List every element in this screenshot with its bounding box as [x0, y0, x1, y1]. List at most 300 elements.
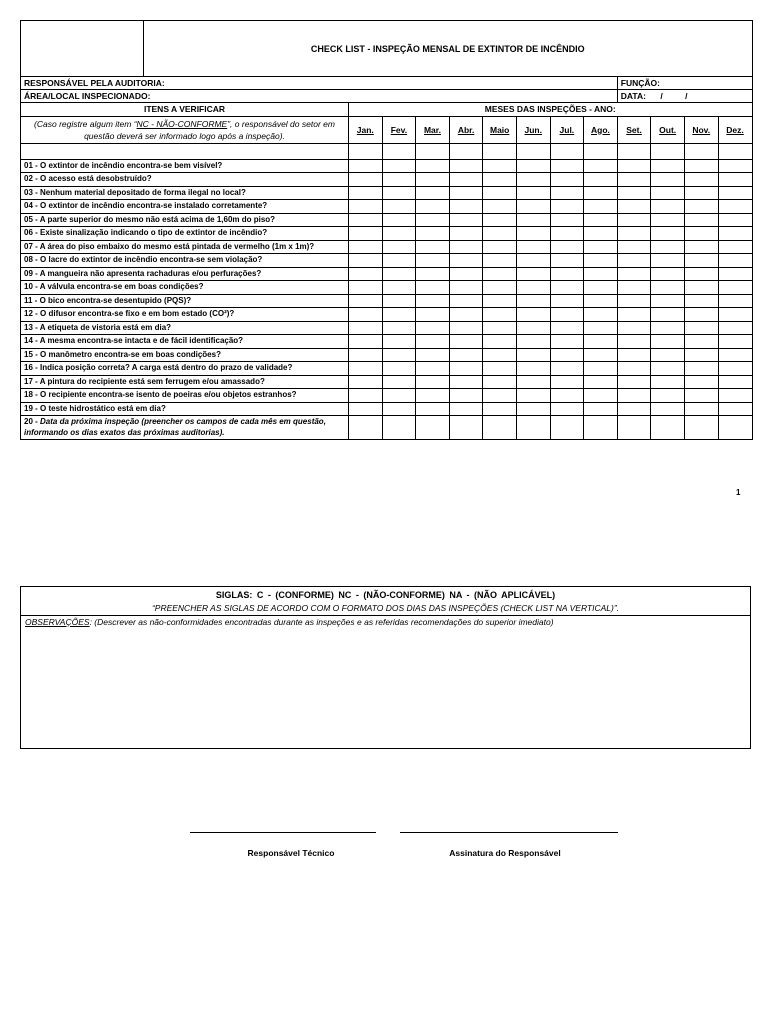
- month-mark-cell[interactable]: [617, 348, 651, 362]
- month-mark-cell[interactable]: [416, 254, 450, 268]
- month-mark-cell[interactable]: [550, 294, 584, 308]
- month-mark-cell[interactable]: [550, 254, 584, 268]
- month-mark-cell[interactable]: [684, 173, 718, 187]
- month-mark-cell[interactable]: [382, 362, 416, 376]
- month-mark-cell[interactable]: [349, 402, 383, 416]
- month-mark-cell[interactable]: [449, 416, 483, 440]
- month-mark-cell[interactable]: [617, 389, 651, 403]
- date-separator: /: [660, 91, 663, 102]
- month-mark-cell[interactable]: [550, 159, 584, 173]
- month-mark-cell[interactable]: [550, 186, 584, 200]
- checklist-item: [21, 186, 349, 200]
- month-mark-cell[interactable]: [718, 416, 752, 440]
- month-mark-cell[interactable]: [584, 267, 618, 281]
- month-mark-cell[interactable]: [550, 213, 584, 227]
- month-mark-cell[interactable]: [382, 416, 416, 440]
- month-mark-cell[interactable]: [684, 321, 718, 335]
- month-mark-cell[interactable]: [684, 267, 718, 281]
- month-mark-cell[interactable]: [349, 227, 383, 241]
- item-question: A pintura do recipiente está sem ferrugem e/ou amassado?: [39, 376, 265, 386]
- blank-cell: [617, 143, 651, 159]
- month-mark-cell[interactable]: [483, 402, 517, 416]
- blank-cell: [382, 143, 416, 159]
- month-mark-cell[interactable]: [449, 362, 483, 376]
- checklist-item-row: [21, 389, 753, 403]
- month-mark-cell[interactable]: [382, 375, 416, 389]
- month-mark-cell[interactable]: [449, 186, 483, 200]
- month-mark-cell[interactable]: [516, 173, 550, 187]
- month-mark-cell[interactable]: [651, 173, 685, 187]
- month-mark-cell[interactable]: [584, 308, 618, 322]
- observacoes-field[interactable]: [25, 617, 554, 627]
- month-mark-cell[interactable]: [416, 227, 450, 241]
- month-mark-cell[interactable]: [718, 159, 752, 173]
- page-number: 1: [736, 488, 741, 497]
- checklist-item-row: [21, 375, 753, 389]
- month-mark-cell[interactable]: [651, 200, 685, 214]
- month-mark-cell[interactable]: [516, 375, 550, 389]
- month-mark-cell[interactable]: [449, 200, 483, 214]
- month-mark-cell[interactable]: [416, 213, 450, 227]
- month-mark-cell[interactable]: [483, 294, 517, 308]
- month-mark-cell[interactable]: [718, 375, 752, 389]
- month-mark-cell[interactable]: [617, 254, 651, 268]
- month-mark-cell[interactable]: [718, 362, 752, 376]
- month-mark-cell[interactable]: [684, 281, 718, 295]
- month-mark-cell[interactable]: [684, 159, 718, 173]
- month-mark-cell[interactable]: [382, 200, 416, 214]
- blank-cell: [483, 143, 517, 159]
- month-mark-cell[interactable]: [349, 281, 383, 295]
- month-mark-cell[interactable]: [550, 281, 584, 295]
- signature-line-right[interactable]: [400, 832, 618, 833]
- month-mark-cell[interactable]: [416, 200, 450, 214]
- month-mark-cell[interactable]: [349, 186, 383, 200]
- month-mark-cell[interactable]: [416, 416, 450, 440]
- responsavel-field[interactable]: RESPONSÁVEL PELA AUDITORIA:: [21, 77, 618, 90]
- month-mark-cell[interactable]: [516, 227, 550, 241]
- month-mark-cell[interactable]: [617, 281, 651, 295]
- month-mark-cell[interactable]: [483, 321, 517, 335]
- month-mark-cell[interactable]: [584, 335, 618, 349]
- month-mark-cell[interactable]: [349, 200, 383, 214]
- month-mark-cell[interactable]: [483, 240, 517, 254]
- month-mark-cell[interactable]: [684, 200, 718, 214]
- item-number: 14 -: [24, 336, 38, 346]
- month-mark-cell[interactable]: [449, 240, 483, 254]
- month-mark-cell[interactable]: [382, 227, 416, 241]
- month-mark-cell[interactable]: [651, 308, 685, 322]
- checklist-item: [21, 335, 349, 349]
- month-mark-cell[interactable]: [516, 254, 550, 268]
- month-mark-cell[interactable]: [651, 240, 685, 254]
- month-mark-cell[interactable]: [684, 186, 718, 200]
- month-mark-cell[interactable]: [684, 227, 718, 241]
- month-mark-cell[interactable]: [550, 362, 584, 376]
- month-mark-cell[interactable]: [382, 254, 416, 268]
- month-mark-cell[interactable]: [382, 402, 416, 416]
- month-mark-cell[interactable]: [718, 254, 752, 268]
- checklist-item: [21, 227, 349, 241]
- month-mark-cell[interactable]: [617, 186, 651, 200]
- item-number: 17 -: [24, 376, 38, 386]
- item-question: O extintor de incêndio encontra-se instalado corretamente?: [40, 201, 268, 211]
- month-mark-cell[interactable]: [516, 308, 550, 322]
- month-mark-cell[interactable]: [449, 294, 483, 308]
- month-mark-cell[interactable]: [516, 267, 550, 281]
- month-mark-cell[interactable]: [416, 159, 450, 173]
- checklist-item-row: [21, 186, 753, 200]
- checklist-item-row: [21, 281, 753, 295]
- month-mark-cell[interactable]: [718, 227, 752, 241]
- month-mark-cell[interactable]: [684, 213, 718, 227]
- item-question: O teste hidrostático está em dia?: [40, 403, 166, 413]
- month-mark-cell[interactable]: [651, 281, 685, 295]
- month-mark-cell[interactable]: [718, 186, 752, 200]
- month-mark-cell[interactable]: [483, 416, 517, 440]
- month-mark-cell[interactable]: [483, 281, 517, 295]
- month-mark-cell[interactable]: [483, 375, 517, 389]
- month-mark-cell[interactable]: [550, 402, 584, 416]
- month-mark-cell[interactable]: [617, 375, 651, 389]
- month-mark-cell[interactable]: [684, 348, 718, 362]
- item-question: Indica posição correta? A carga está dentro do prazo de validade?: [40, 363, 293, 373]
- month-mark-cell[interactable]: [584, 213, 618, 227]
- month-mark-cell[interactable]: [684, 308, 718, 322]
- month-mark-cell[interactable]: [516, 402, 550, 416]
- month-mark-cell[interactable]: [584, 402, 618, 416]
- month-mark-cell[interactable]: [617, 227, 651, 241]
- data-field[interactable]: [617, 90, 752, 103]
- month-mark-cell[interactable]: [349, 173, 383, 187]
- month-mark-cell[interactable]: [617, 173, 651, 187]
- month-mark-cell[interactable]: [718, 402, 752, 416]
- month-mark-cell[interactable]: [651, 213, 685, 227]
- month-mark-cell[interactable]: [416, 389, 450, 403]
- blank-cell: [684, 143, 718, 159]
- checklist-item: [21, 362, 349, 376]
- item-question: O lacre do extintor de incêndio encontra-se sem violação?: [40, 255, 263, 265]
- month-mark-cell[interactable]: [617, 321, 651, 335]
- item-question: O manômetro encontra-se em boas condições?: [40, 349, 221, 359]
- month-mark-cell[interactable]: [382, 308, 416, 322]
- month-mark-cell[interactable]: [584, 227, 618, 241]
- month-mark-cell[interactable]: [416, 240, 450, 254]
- month-mark-cell[interactable]: [651, 335, 685, 349]
- month-mark-cell[interactable]: [684, 389, 718, 403]
- item-number: 13 -: [24, 322, 38, 332]
- month-mark-cell[interactable]: [651, 267, 685, 281]
- checklist-item: [21, 281, 349, 295]
- month-mark-cell[interactable]: [550, 240, 584, 254]
- month-mark-cell[interactable]: [516, 240, 550, 254]
- item-number: 18 -: [24, 390, 38, 400]
- month-mark-cell[interactable]: [416, 281, 450, 295]
- month-mark-cell[interactable]: [516, 294, 550, 308]
- checklist-item: [21, 348, 349, 362]
- checklist-item-row: [21, 362, 753, 376]
- month-mark-cell[interactable]: [483, 200, 517, 214]
- month-mark-cell[interactable]: [382, 389, 416, 403]
- month-mark-cell[interactable]: [617, 213, 651, 227]
- month-mark-cell[interactable]: [382, 186, 416, 200]
- month-mark-cell[interactable]: [550, 335, 584, 349]
- month-mark-cell[interactable]: [617, 294, 651, 308]
- month-mark-cell[interactable]: [483, 213, 517, 227]
- month-mark-cell[interactable]: [416, 348, 450, 362]
- month-mark-cell[interactable]: [349, 294, 383, 308]
- month-mark-cell[interactable]: [349, 213, 383, 227]
- blank-cell: [349, 143, 383, 159]
- month-mark-cell[interactable]: [584, 240, 618, 254]
- month-mark-cell[interactable]: [449, 402, 483, 416]
- checklist-item: [21, 267, 349, 281]
- month-mark-cell[interactable]: [684, 416, 718, 440]
- month-mark-cell[interactable]: [584, 389, 618, 403]
- month-mark-cell[interactable]: [483, 186, 517, 200]
- checklist-item: [21, 321, 349, 335]
- month-mark-cell[interactable]: [483, 348, 517, 362]
- month-mark-cell[interactable]: [584, 348, 618, 362]
- month-mark-cell[interactable]: [449, 267, 483, 281]
- month-mark-cell[interactable]: [483, 173, 517, 187]
- month-mark-cell[interactable]: [718, 348, 752, 362]
- month-mark-cell[interactable]: [550, 321, 584, 335]
- month-mark-cell[interactable]: [349, 335, 383, 349]
- checklist-item-row: [21, 308, 753, 322]
- month-mark-cell[interactable]: [651, 186, 685, 200]
- month-mark-cell[interactable]: [516, 335, 550, 349]
- item-number: 06 -: [24, 228, 38, 238]
- month-mark-cell[interactable]: [483, 389, 517, 403]
- month-mark-cell[interactable]: [684, 375, 718, 389]
- month-mark-cell[interactable]: [617, 335, 651, 349]
- month-mark-cell[interactable]: [382, 267, 416, 281]
- month-mark-cell[interactable]: [584, 254, 618, 268]
- month-mark-cell[interactable]: [651, 389, 685, 403]
- month-mark-cell[interactable]: [449, 321, 483, 335]
- month-mark-cell[interactable]: [449, 389, 483, 403]
- month-mark-cell[interactable]: [416, 267, 450, 281]
- date-separator: /: [685, 91, 688, 102]
- month-mark-cell[interactable]: [718, 281, 752, 295]
- area-field[interactable]: ÁREA/LOCAL INSPECIONADO:: [21, 90, 618, 103]
- month-mark-cell[interactable]: [584, 294, 618, 308]
- month-mark-cell[interactable]: [516, 348, 550, 362]
- month-mark-cell[interactable]: [382, 213, 416, 227]
- month-mark-cell[interactable]: [349, 375, 383, 389]
- month-mark-cell[interactable]: [651, 159, 685, 173]
- month-mark-cell[interactable]: [617, 416, 651, 440]
- month-mark-cell[interactable]: [584, 321, 618, 335]
- month-mark-cell[interactable]: [516, 389, 550, 403]
- month-mark-cell[interactable]: [617, 200, 651, 214]
- month-mark-cell[interactable]: [382, 335, 416, 349]
- month-mark-cell[interactable]: [718, 335, 752, 349]
- month-mark-cell[interactable]: [449, 227, 483, 241]
- month-mark-cell[interactable]: [550, 173, 584, 187]
- month-mark-cell[interactable]: [382, 321, 416, 335]
- observacoes-text: : (Descrever as não-conformidades encontradas durante as inspeções e as referidas recomendações do superior imediato): [89, 617, 554, 627]
- month-mark-cell[interactable]: [684, 362, 718, 376]
- month-mark-cell[interactable]: [617, 402, 651, 416]
- month-mark-cell[interactable]: [550, 308, 584, 322]
- month-mark-cell[interactable]: [550, 200, 584, 214]
- month-mark-cell[interactable]: [449, 254, 483, 268]
- month-mark-cell[interactable]: [651, 375, 685, 389]
- funcao-field[interactable]: FUNÇÃO:: [617, 77, 752, 90]
- month-mark-cell[interactable]: [382, 173, 416, 187]
- month-mark-cell[interactable]: [483, 159, 517, 173]
- month-mark-cell[interactable]: [550, 416, 584, 440]
- month-mark-cell[interactable]: [651, 321, 685, 335]
- month-mark-cell[interactable]: [382, 240, 416, 254]
- month-mark-cell[interactable]: [550, 267, 584, 281]
- item-number: 04 -: [24, 201, 38, 211]
- month-mark-cell[interactable]: [617, 362, 651, 376]
- month-mark-cell[interactable]: [449, 348, 483, 362]
- month-mark-cell[interactable]: [684, 335, 718, 349]
- month-mark-cell[interactable]: [718, 240, 752, 254]
- month-mark-cell[interactable]: [584, 281, 618, 295]
- month-mark-cell[interactable]: [416, 362, 450, 376]
- item-question: Data da próxima inspeção (preencher os campos de cada mês em questão, informando os dias exatos das próximas auditorias).: [24, 417, 326, 437]
- month-mark-cell[interactable]: [584, 416, 618, 440]
- signature-line-left[interactable]: [190, 832, 376, 833]
- month-mark-cell[interactable]: [516, 159, 550, 173]
- month-mark-cell[interactable]: [584, 200, 618, 214]
- month-mark-cell[interactable]: [684, 240, 718, 254]
- month-mark-cell[interactable]: [718, 321, 752, 335]
- month-mark-cell[interactable]: [416, 335, 450, 349]
- month-mark-cell[interactable]: [516, 321, 550, 335]
- month-mark-cell[interactable]: [349, 416, 383, 440]
- month-mark-cell[interactable]: [516, 200, 550, 214]
- month-mark-cell[interactable]: [449, 173, 483, 187]
- month-header: Set.: [617, 116, 651, 143]
- month-mark-cell[interactable]: [718, 173, 752, 187]
- month-mark-cell[interactable]: [483, 227, 517, 241]
- month-mark-cell[interactable]: [617, 267, 651, 281]
- month-mark-cell[interactable]: [349, 362, 383, 376]
- month-mark-cell[interactable]: [416, 186, 450, 200]
- month-mark-cell[interactable]: [449, 375, 483, 389]
- month-mark-cell[interactable]: [449, 308, 483, 322]
- month-mark-cell[interactable]: [550, 348, 584, 362]
- month-mark-cell[interactable]: [516, 281, 550, 295]
- month-mark-cell[interactable]: [516, 416, 550, 440]
- month-mark-cell[interactable]: [416, 308, 450, 322]
- month-mark-cell[interactable]: [718, 294, 752, 308]
- month-mark-cell[interactable]: [416, 375, 450, 389]
- month-mark-cell[interactable]: [651, 348, 685, 362]
- checklist-item: [21, 389, 349, 403]
- month-mark-cell[interactable]: [349, 348, 383, 362]
- month-mark-cell[interactable]: [483, 362, 517, 376]
- month-mark-cell[interactable]: [416, 402, 450, 416]
- month-mark-cell[interactable]: [382, 159, 416, 173]
- item-number: 03 -: [24, 187, 38, 197]
- month-mark-cell[interactable]: [516, 362, 550, 376]
- month-mark-cell[interactable]: [651, 362, 685, 376]
- month-mark-cell[interactable]: [584, 186, 618, 200]
- month-mark-cell[interactable]: [483, 254, 517, 268]
- month-mark-cell[interactable]: [349, 254, 383, 268]
- item-number: 09 -: [24, 268, 38, 278]
- month-mark-cell[interactable]: [651, 294, 685, 308]
- item-question: A válvula encontra-se em boas condições?: [39, 282, 204, 292]
- blank-cell: [416, 143, 450, 159]
- month-mark-cell[interactable]: [349, 321, 383, 335]
- month-mark-cell[interactable]: [449, 335, 483, 349]
- month-mark-cell[interactable]: [617, 308, 651, 322]
- month-mark-cell[interactable]: [550, 227, 584, 241]
- month-mark-cell[interactable]: [416, 173, 450, 187]
- checklist-item: [21, 200, 349, 214]
- blank-cell: [651, 143, 685, 159]
- month-mark-cell[interactable]: [684, 254, 718, 268]
- month-mark-cell[interactable]: [449, 281, 483, 295]
- month-mark-cell[interactable]: [382, 348, 416, 362]
- month-mark-cell[interactable]: [382, 294, 416, 308]
- month-mark-cell[interactable]: [718, 213, 752, 227]
- month-mark-cell[interactable]: [651, 254, 685, 268]
- month-mark-cell[interactable]: [349, 159, 383, 173]
- month-mark-cell[interactable]: [550, 375, 584, 389]
- month-mark-cell[interactable]: [449, 213, 483, 227]
- month-mark-cell[interactable]: [584, 173, 618, 187]
- month-mark-cell[interactable]: [584, 159, 618, 173]
- checklist-item-row: [21, 200, 753, 214]
- checklist-item: [21, 402, 349, 416]
- month-mark-cell[interactable]: [617, 159, 651, 173]
- month-mark-cell[interactable]: [416, 294, 450, 308]
- month-mark-cell[interactable]: [651, 227, 685, 241]
- month-mark-cell[interactable]: [382, 281, 416, 295]
- checklist-item: [21, 254, 349, 268]
- document-title: CHECK LIST - INSPEÇÃO MENSAL DE EXTINTOR DE INCÊNDIO: [310, 44, 585, 54]
- month-mark-cell[interactable]: [349, 389, 383, 403]
- month-mark-cell[interactable]: [516, 213, 550, 227]
- month-header: Dez.: [718, 116, 752, 143]
- month-mark-cell[interactable]: [416, 321, 450, 335]
- month-mark-cell[interactable]: [449, 159, 483, 173]
- month-mark-cell[interactable]: [349, 308, 383, 322]
- month-mark-cell[interactable]: [718, 267, 752, 281]
- checklist-table: [20, 20, 753, 440]
- month-mark-cell[interactable]: [718, 389, 752, 403]
- item-number: 02 -: [24, 174, 38, 184]
- month-mark-cell[interactable]: [349, 267, 383, 281]
- month-mark-cell[interactable]: [483, 267, 517, 281]
- month-mark-cell[interactable]: [483, 335, 517, 349]
- month-header: Jan.: [349, 116, 383, 143]
- month-mark-cell[interactable]: [349, 240, 383, 254]
- month-mark-cell[interactable]: [718, 200, 752, 214]
- month-mark-cell[interactable]: [651, 416, 685, 440]
- month-mark-cell[interactable]: [584, 362, 618, 376]
- month-mark-cell[interactable]: [584, 375, 618, 389]
- month-mark-cell[interactable]: [617, 240, 651, 254]
- month-mark-cell[interactable]: [651, 402, 685, 416]
- month-mark-cell[interactable]: [516, 186, 550, 200]
- month-mark-cell[interactable]: [684, 402, 718, 416]
- checklist-item-row: [21, 240, 753, 254]
- month-mark-cell[interactable]: [718, 308, 752, 322]
- month-mark-cell[interactable]: [684, 294, 718, 308]
- month-mark-cell[interactable]: [550, 389, 584, 403]
- month-mark-cell[interactable]: [483, 308, 517, 322]
